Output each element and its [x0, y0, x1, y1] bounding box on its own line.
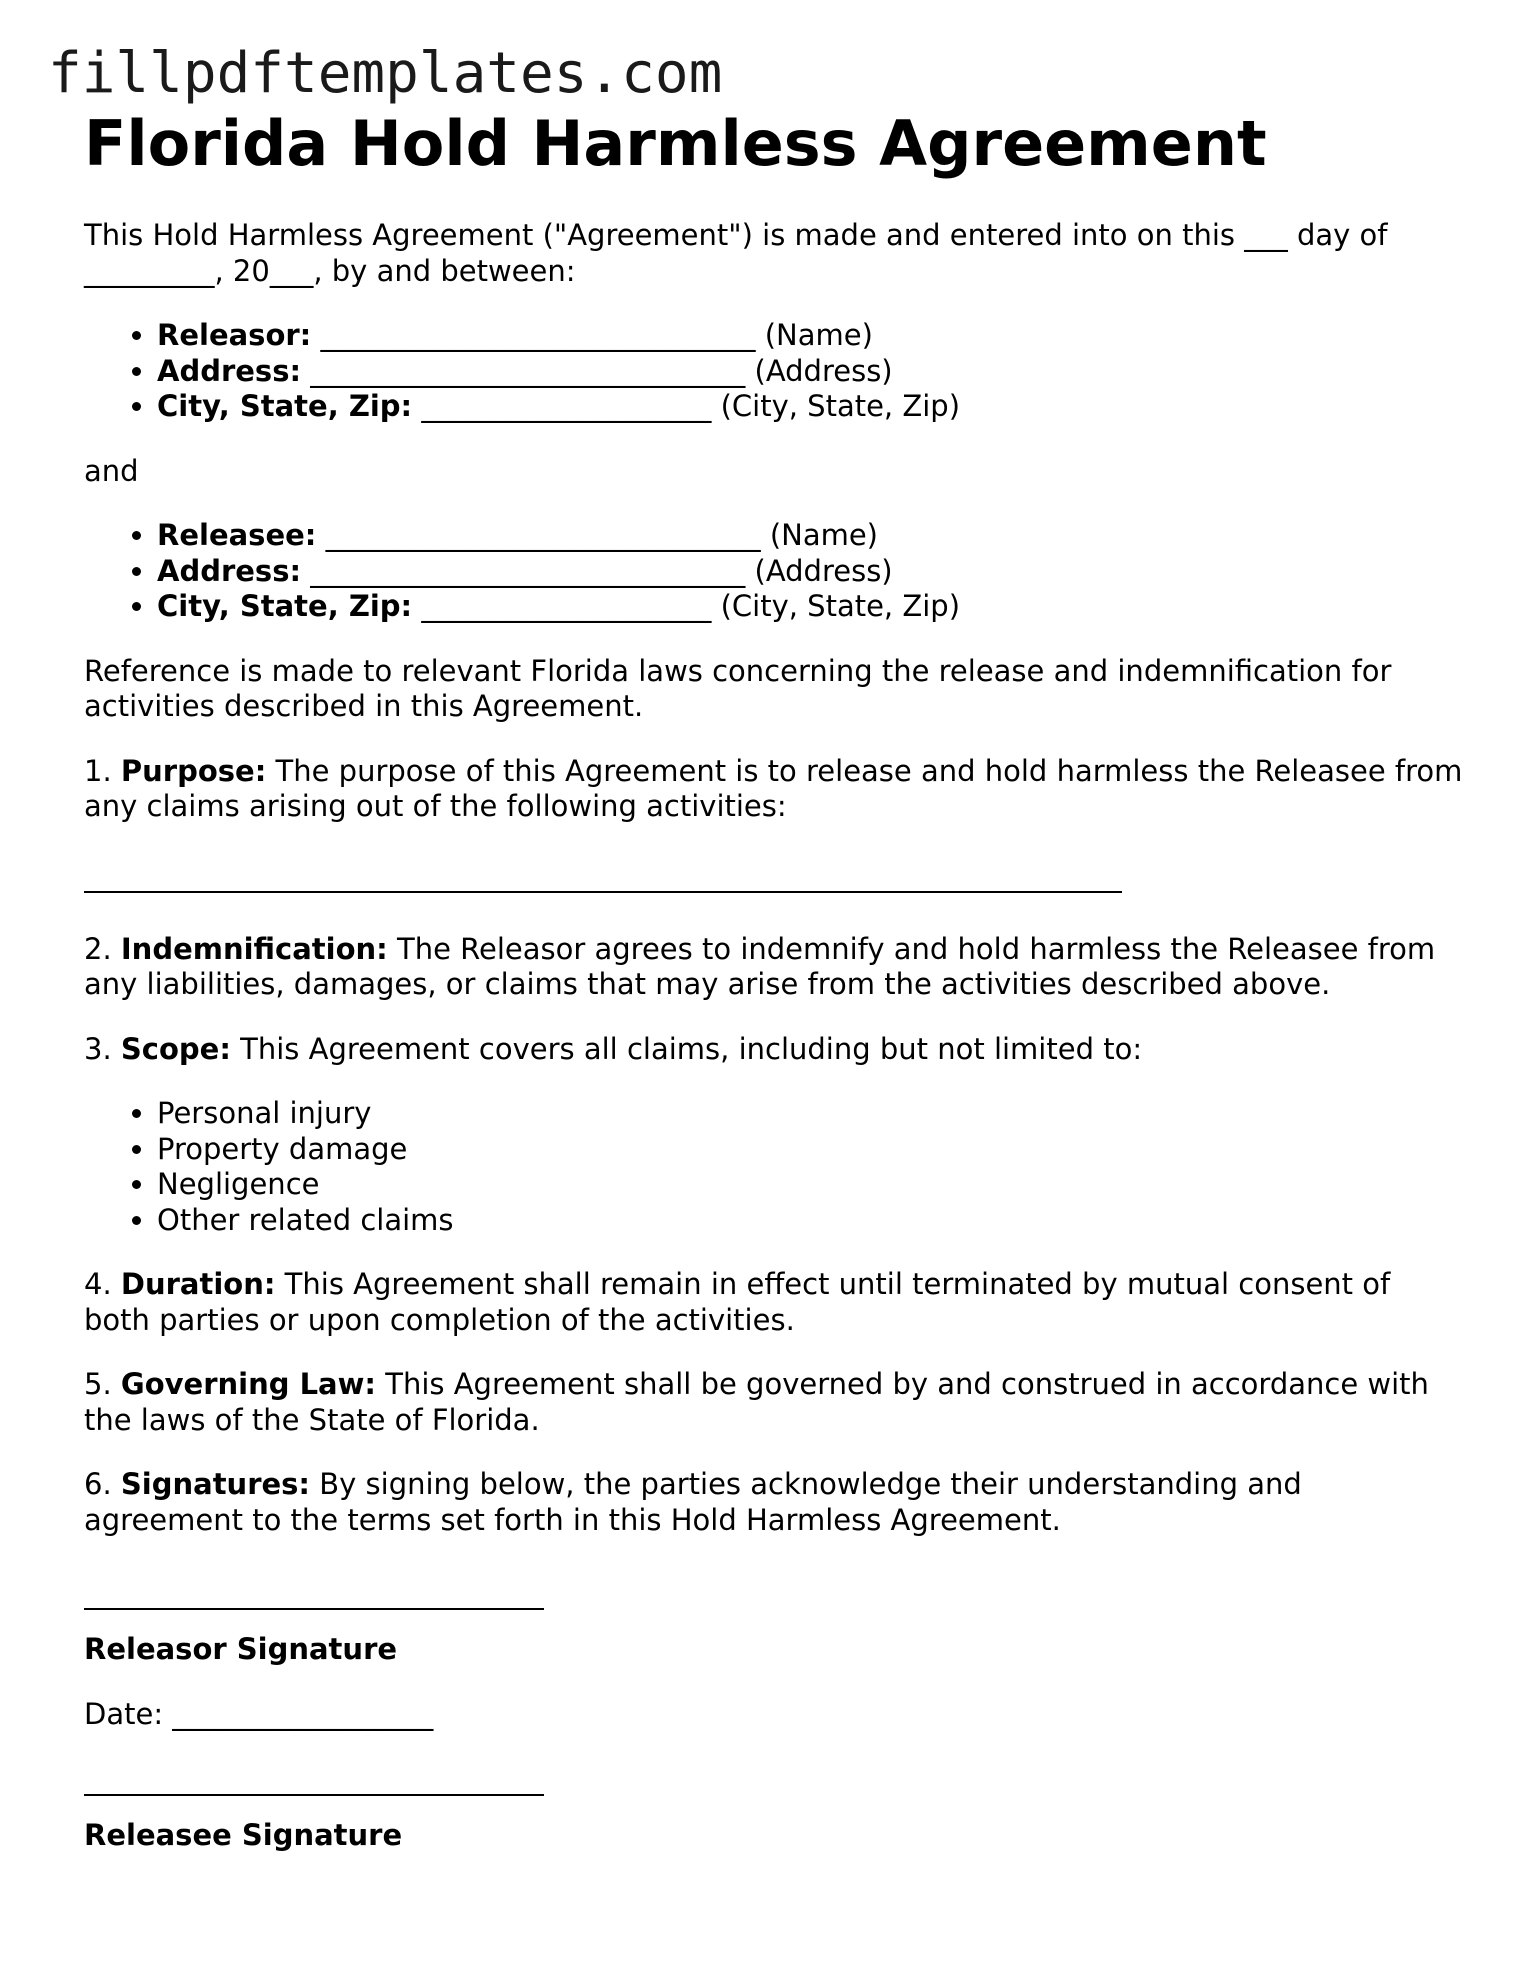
document-body — [84, 108, 1464, 1854]
section-number: 5. — [84, 1367, 112, 1401]
releasor-name-field — [157, 318, 1464, 354]
section-number: 4. — [84, 1267, 112, 1301]
field-label: City, State, Zip: — [157, 389, 413, 423]
releasee-fields-list — [84, 518, 1464, 625]
releasee-city-field — [157, 589, 1464, 625]
releasor-signature-line[interactable] — [84, 1608, 544, 1610]
section-scope — [84, 1032, 1464, 1068]
field-label: Address: — [157, 353, 302, 388]
activities-fill-line[interactable] — [84, 891, 1122, 893]
section-heading: Indemnification: — [120, 931, 388, 966]
section-heading: Signatures: — [120, 1467, 311, 1501]
section-indemnification — [84, 932, 1464, 1003]
releasor-signature-label: Releasor Signature — [84, 1632, 398, 1666]
section-heading: Purpose: — [120, 753, 267, 788]
field-hint: (Address) — [754, 553, 893, 588]
section-number: 3. — [84, 1031, 112, 1066]
section-text: This Agreement shall remain in effect until terminated by mutual consent of both parties or upon completion of the activities. — [84, 1267, 1391, 1337]
field-blank[interactable]: ____________________ — [412, 589, 721, 623]
field-label: Releasor: — [157, 318, 312, 352]
field-hint: (Name) — [764, 318, 873, 352]
section-purpose — [84, 754, 1464, 825]
releasee-name-field — [157, 518, 1464, 554]
intro-paragraph — [84, 218, 1464, 289]
intro-line-2: _________, 20___, by and between: — [84, 253, 576, 288]
section-governing-law — [84, 1367, 1464, 1438]
releasee-signature-line[interactable] — [84, 1794, 544, 1796]
list-item: • Other related claims — [157, 1203, 1464, 1239]
field-label: Releasee: — [157, 518, 317, 552]
list-item: • Negligence — [157, 1167, 1464, 1203]
section-text: The Releasor agrees to indemnify and hold harmless the Releasee from any liabilities, damages, or claims that may arise from the activities described above. — [84, 931, 1436, 1001]
field-blank[interactable]: ____________________ — [412, 389, 721, 423]
section-text: By signing below, the parties acknowledge their understanding and agreement to the terms set forth in this Hold Harmless Agreement. — [84, 1467, 1302, 1537]
field-blank[interactable]: ______________________________ — [311, 318, 765, 352]
releasor-city-field — [157, 389, 1464, 425]
section-number: 6. — [84, 1467, 112, 1501]
scope-items-list — [84, 1096, 1464, 1238]
releasor-address-field — [157, 354, 1464, 390]
section-text: The purpose of this Agreement is to release and hold harmless the Releasee from any claims arising out of the following activities: — [84, 753, 1463, 823]
section-text: This Agreement shall be governed by and construed in accordance with the laws of the State of Florida. — [84, 1367, 1429, 1437]
field-label: City, State, Zip: — [157, 589, 413, 623]
section-heading: Scope: — [120, 1031, 231, 1066]
field-blank[interactable]: ______________________________ — [301, 553, 755, 588]
field-hint: (Address) — [754, 353, 893, 388]
and-text: and — [84, 453, 139, 488]
field-blank[interactable]: ______________________________ — [301, 353, 755, 388]
field-hint: (City, State, Zip) — [720, 389, 961, 423]
section-text: This Agreement covers all claims, including but not limited to: — [230, 1031, 1143, 1066]
field-blank[interactable]: ______________________________ — [316, 518, 770, 552]
section-number: 2. — [84, 931, 112, 966]
field-label: Address: — [157, 553, 302, 588]
section-duration — [84, 1267, 1464, 1338]
field-hint: (Name) — [769, 518, 878, 552]
field-hint: (City, State, Zip) — [720, 589, 961, 623]
list-item: • Personal injury — [157, 1096, 1464, 1132]
reference-paragraph: Reference is made to relevant Florida laws concerning the release and indemnification for activities described in this Agreement. — [84, 653, 1392, 723]
releasee-address-field — [157, 554, 1464, 590]
releasor-fields-list — [84, 318, 1464, 425]
date-field — [84, 1697, 1464, 1733]
section-number: 1. — [84, 753, 112, 788]
releasee-signature-label: Releasee Signature — [84, 1818, 403, 1852]
section-heading: Duration: — [120, 1267, 276, 1301]
section-heading: Governing Law: — [120, 1367, 377, 1401]
intro-line-1: This Hold Harmless Agreement ("Agreement") is made and entered into on this ___ day of — [84, 218, 1388, 252]
section-signatures — [84, 1467, 1464, 1538]
watermark-text: fillpdftemplates.com — [48, 41, 723, 106]
list-item: • Property damage — [157, 1132, 1464, 1168]
date-blank[interactable]: __________________ — [163, 1696, 434, 1731]
document-title: Florida Hold Harmless Agreement — [84, 107, 1267, 180]
date-label: Date: — [84, 1696, 164, 1731]
